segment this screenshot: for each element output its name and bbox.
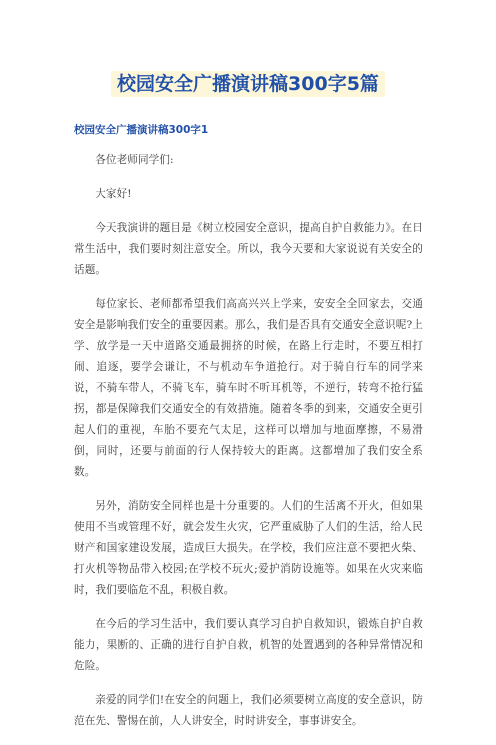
paragraph-traffic-safety: 每位家长、老师都希望我们高高兴兴上学来，安安全全回家去，交通安全是影响我们安全的重要因素。那么，我们是否具有交通安全意识呢?上学、放学是一天中道路交通最拥挤的时候，在路上行走时，不要互相打闹、追逐，要学会谦让，不与机动车争道抢行。对于骑自行车的同学来说，不骑车带人，不骑飞车，骑车时不听耳机等，不逆行，转弯不抢行猛拐，都是保障我们交通安全的有效措施。随着冬季的到来，交通安全更引起人们的重视，车胎不要充气太足，这样可以增加与地面摩擦，不易滑倒，同时，还要与前面的行人保持较大的距离。这都增加了我们安全系数。 (74, 298, 423, 478)
paragraph-fire-safety: 另外，消防安全同样也是十分重要的。人们的生活离不开火，但如果使用不当或管理不好，就会发生火灾，它严重威胁了人们的生活，给人民财产和国家建设发展，造成巨大损失。在学校，我们应注意不要把火柴、打火机等物品带入校园;在学校不玩火;爱护消防设施等。如果在火灾来临时，我们要临危不乱，积极自救。 (74, 500, 423, 596)
document-title (0, 70, 496, 98)
document-body (74, 150, 423, 745)
paragraph-closing: 亲爱的同学们!在安全的问题上，我们必须要树立高度的安全意识，防范在先、警惕在前，人人讲安全，时时讲安全，事事讲安全。 (74, 694, 423, 727)
paragraph-salutation: 各位老师同学们: (95, 154, 174, 166)
section-heading: 校园安全广播演讲稿300字1 (74, 124, 209, 136)
paragraph-self-rescue: 在今后的学习生活中，我们要认真学习自护自救知识，锻炼自护自救能力，果断的、正确的进行自护自救，机智的处置遇到的各种异常情况和危险。 (74, 618, 423, 672)
paragraph-intro: 今天我演讲的题目是《树立校园安全意识，提高自护自救能力》。在日常生活中，我们要时刻注意安全。所以，我今天要和大家说说有关安全的话题。 (74, 222, 423, 276)
paragraph-greeting: 大家好! (95, 188, 132, 200)
document-title-text: 校园安全广播演讲稿300字5篇 (111, 71, 385, 97)
